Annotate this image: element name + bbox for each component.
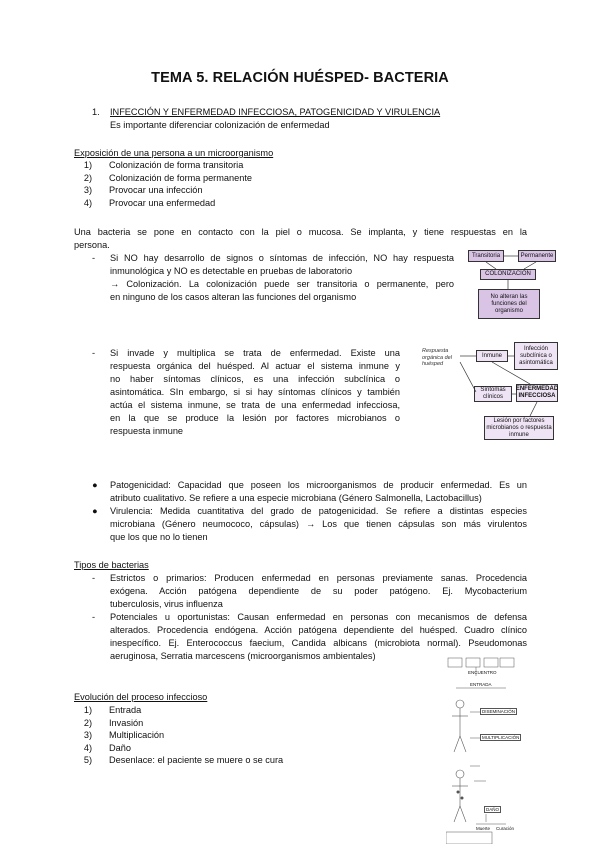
figure-label-diseminacion: DISEMINACIÓN [482,709,516,714]
host-response-diagram [420,338,560,446]
tipos-d2-line-2: alterados. Procedencia endógena. Acción patógena dependiente del huésped. Cuadro clínico [110,625,527,635]
dash2-line-1: Si invade y multiplica se trata de enfermedad. Existe una [110,348,400,358]
tipos-d2-line-4: aeruginosa, Serratia marcescens (microorganismos ambientales) [110,651,376,661]
diagram-box-sintomas: Síntomas clínicos [474,386,512,402]
item-number: 1) [83,160,92,170]
dash2-line-7: respuesta inmune [110,426,184,436]
list-item [74,704,374,717]
list-item [74,184,374,197]
item-text: Multiplicación [109,730,165,740]
item-number: 2) [83,172,92,183]
diagram-arrows [466,246,556,322]
dash2-line-6: en la que se produce la lesión por factores microbianos o [110,413,400,423]
evolucion-heading: Evolución del proceso infeccioso [74,692,208,702]
exposicion-heading: Exposición de una persona a un microorganismo [74,148,274,158]
item-text: Colonización de forma permanente [109,172,252,183]
diagram-box-result: No alteran las funciones del organismo [478,289,540,319]
item-number: 4) [83,197,92,208]
item-text: Daño [109,742,131,753]
diagram-box-permanente: Permanente [518,250,556,262]
figure-label-dano: DAÑO [486,807,500,812]
diagram-source-label: Respuesta orgánica del huésped [422,348,452,367]
list-item [74,729,374,742]
item-text: Entrada [109,705,142,715]
diagram-box-infeccion: Infección subclínica o asintomática [514,342,558,370]
item-text: Invasión [109,717,144,728]
exposicion-list [74,159,374,209]
dash1-line-1: Si NO hay desarrollo de signos o síntomas de infección, NO hay respuesta [110,253,454,263]
item-text: Colonización de forma transitoria [109,160,244,170]
dash1-line-2: inmunológica y NO es detectable en pruebas de laboratorio [110,266,353,276]
figure-label-curacion: Curación [496,826,515,831]
tipos-heading: Tipos de bacterias [74,560,149,570]
infection-process-figure [446,656,520,844]
list-item [74,159,374,172]
item-number: 1) [83,705,92,715]
item-number: 2) [83,717,92,728]
bullet2-line-1: Virulencia: Medida cuantitativa del grado de patogenicidad. Se refiere a distintas especies [110,506,527,516]
item-number: 3) [83,730,92,740]
bullet-marker: ● [92,506,98,516]
section-number: 1. [92,107,100,117]
list-item [74,742,374,755]
diagram-box-enfermedad: ENFERMEDAD INFECCIOSA [516,384,558,402]
dash2-line-2: respuesta orgánica del huésped. Al actuar el sistema inmune y [110,361,400,371]
section-subtitle: Es importante diferenciar colonización de enfermedad [110,120,330,130]
item-text: Provocar una enfermedad [109,197,216,208]
bullet1-line-2: atributo cualitativo. Se refiere a una especie microbiana (Género Salmonella, Lactobacillus) [110,493,482,503]
tipos-d2-line-3: inespecífico. Ej. Enterococcus faecium, Candida albicans (microbiota normal). Pseudomonas [110,638,527,648]
tipos-d2-line-1: Potenciales u oportunistas: Causan enfermedad en personas con mecanismos de defensa [110,612,527,622]
figure-label-entrada: ENTRADA [470,682,492,687]
figure-label-muerte: Muerte [476,826,491,831]
dash1-line-4: en ninguno de los casos alteran las funciones del organismo [110,292,357,302]
list-item [74,172,374,185]
dash2-line-5: actúa el sistema inmune, se trata de una enfermedad infecciosa, [110,400,400,410]
colonization-diagram [466,246,556,322]
dash2-line-4: asintomática. SIn embargo, si si hay síntomas clínicos y también [110,387,400,397]
dash2-line-3: no haber síntomas clínicos, es una infección subclínica o [110,374,400,384]
list-item [74,754,374,767]
tipos-d1-line-3: tuberculosis, virus influenza [110,599,223,609]
dash-marker: - [92,253,96,263]
item-text: Provocar una infección [109,185,203,195]
tipos-d1-line-1: Estrictos o primarios: Producen enfermedad en personas previamente sanas. Procedencia [110,573,527,583]
figure-label-multiplicacion: MULTIPLICACIÓN [482,735,520,740]
dash-marker: - [92,573,96,583]
item-text: Desenlace: el paciente se muere o se cura [109,755,284,765]
item-number: 5) [83,755,92,765]
tipos-d1-line-2: exógena. Acción patógena dependiente de su poder patógeno. Ej. Mycobacterium [110,586,527,596]
dash-marker: - [92,348,96,358]
evolucion-list [74,704,374,767]
diagram-box-inmune: Inmune [476,350,508,362]
bullet1-line-1: Patogenicidad: Capacidad que poseen los microorganismos de producir enfermedad. Es un [110,480,527,490]
figure-label-encuentro: ENCUENTRO [468,670,497,675]
diagram-box-colonizacion: COLONIZACIÓN [480,269,536,280]
dash1-line-3: → Colonización. La colonización puede ser transitoria o permanente, pero [110,279,454,289]
item-number: 3) [83,185,92,195]
list-item [74,717,374,730]
bullet2-line-3: que los que no lo tienen [110,532,208,542]
diagram-box-transitoria: Transitoria [468,250,504,262]
bullet2-line-2: microbiana (Género neumococo, cápsulas) → Los que tienen cápsulas son más virulentos [110,519,527,529]
intro-line-1: Una bacteria se pone en contacto con la piel o mucosa. Se implanta, y tiene respuestas en la [74,227,527,237]
bullet-marker: ● [92,480,98,490]
diagram-arrows [420,338,560,446]
intro-line-2: persona. [74,240,110,250]
item-number: 4) [83,742,92,753]
page-title: TEMA 5. RELACIÓN HUÉSPED- BACTERIA [151,70,449,86]
diagram-box-lesion: Lesión por factores microbianos o respuesta inmune [484,416,554,440]
section-heading: INFECCIÓN Y ENFERMEDAD INFECCIOSA, PATOGENICIDAD Y VIRULENCIA [110,107,441,117]
list-item [74,197,374,210]
dash-marker: - [92,612,96,622]
